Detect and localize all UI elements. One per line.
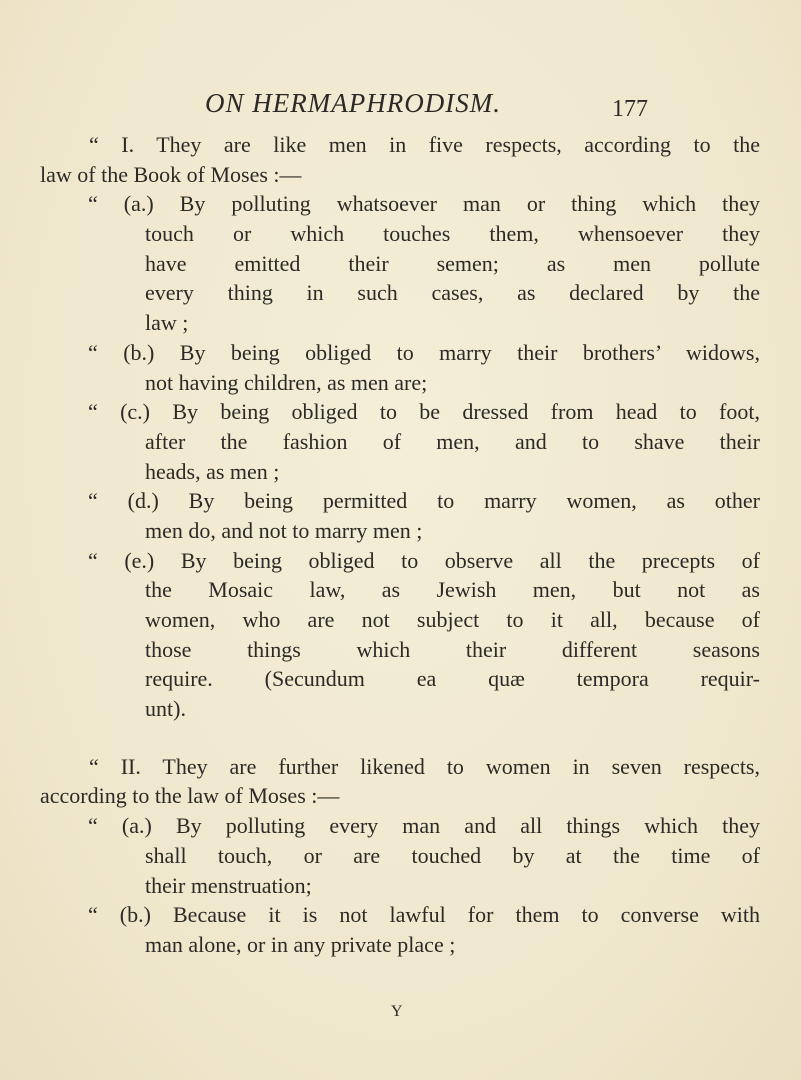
text-line: touch or which touches them, whensoever they bbox=[145, 221, 760, 247]
text-line: those things which their different seasons bbox=[145, 636, 760, 662]
page-number: 177 bbox=[612, 96, 648, 122]
signature-mark: Y bbox=[391, 1003, 404, 1020]
text-line: the Mosaic law, as Jewish men, but not as bbox=[145, 577, 760, 603]
text-line: men do, and not to marry men ; bbox=[145, 517, 423, 543]
text-line: man alone, or in any private place ; bbox=[145, 931, 456, 957]
text-line: their menstruation; bbox=[145, 872, 312, 898]
text-line: unt). bbox=[145, 696, 186, 722]
text-line: every thing in such cases, as declared by the bbox=[145, 280, 760, 306]
page-header bbox=[0, 88, 801, 124]
text-line: “ (a.) By polluting every man and all things which they bbox=[88, 813, 760, 839]
text-line: have emitted their semen; as men pollute bbox=[145, 250, 760, 276]
text-line: “ (b.) By being obliged to marry their brothers’ widows, bbox=[88, 339, 760, 365]
text-line: after the fashion of men, and to shave their bbox=[145, 428, 760, 454]
text-line: not having children, as men are; bbox=[145, 369, 428, 395]
body-text bbox=[40, 130, 760, 960]
text-line: law of the Book of Moses :— bbox=[40, 161, 302, 187]
text-line: law ; bbox=[145, 310, 189, 336]
paragraph-gap bbox=[40, 724, 760, 752]
text-line: according to the law of Moses :— bbox=[40, 783, 340, 809]
text-line: shall touch, or are touched by at the time of bbox=[145, 842, 760, 868]
text-line: “ (e.) By being obliged to observe all the precepts of bbox=[88, 547, 760, 573]
text-line: “ (a.) By polluting whatsoever man or thing which they bbox=[88, 191, 760, 217]
text-line: heads, as men ; bbox=[145, 458, 280, 484]
text-line: “ (d.) By being permitted to marry women, as other bbox=[88, 488, 760, 514]
text-line: require. (Secundum ea quæ tempora requir- bbox=[145, 666, 760, 692]
running-title: ON HERMAPHRODISM. bbox=[205, 88, 501, 118]
text-line: “ I. They are like men in five respects, according to the bbox=[89, 132, 760, 157]
text-line: women, who are not subject to it all, because of bbox=[145, 607, 760, 632]
text-line: “ (b.) Because it is not lawful for them to converse with bbox=[88, 902, 760, 928]
text-line: “ II. They are further likened to women in seven respects, bbox=[89, 753, 760, 779]
text-line: “ (c.) By being obliged to be dressed from head to foot, bbox=[88, 399, 760, 425]
